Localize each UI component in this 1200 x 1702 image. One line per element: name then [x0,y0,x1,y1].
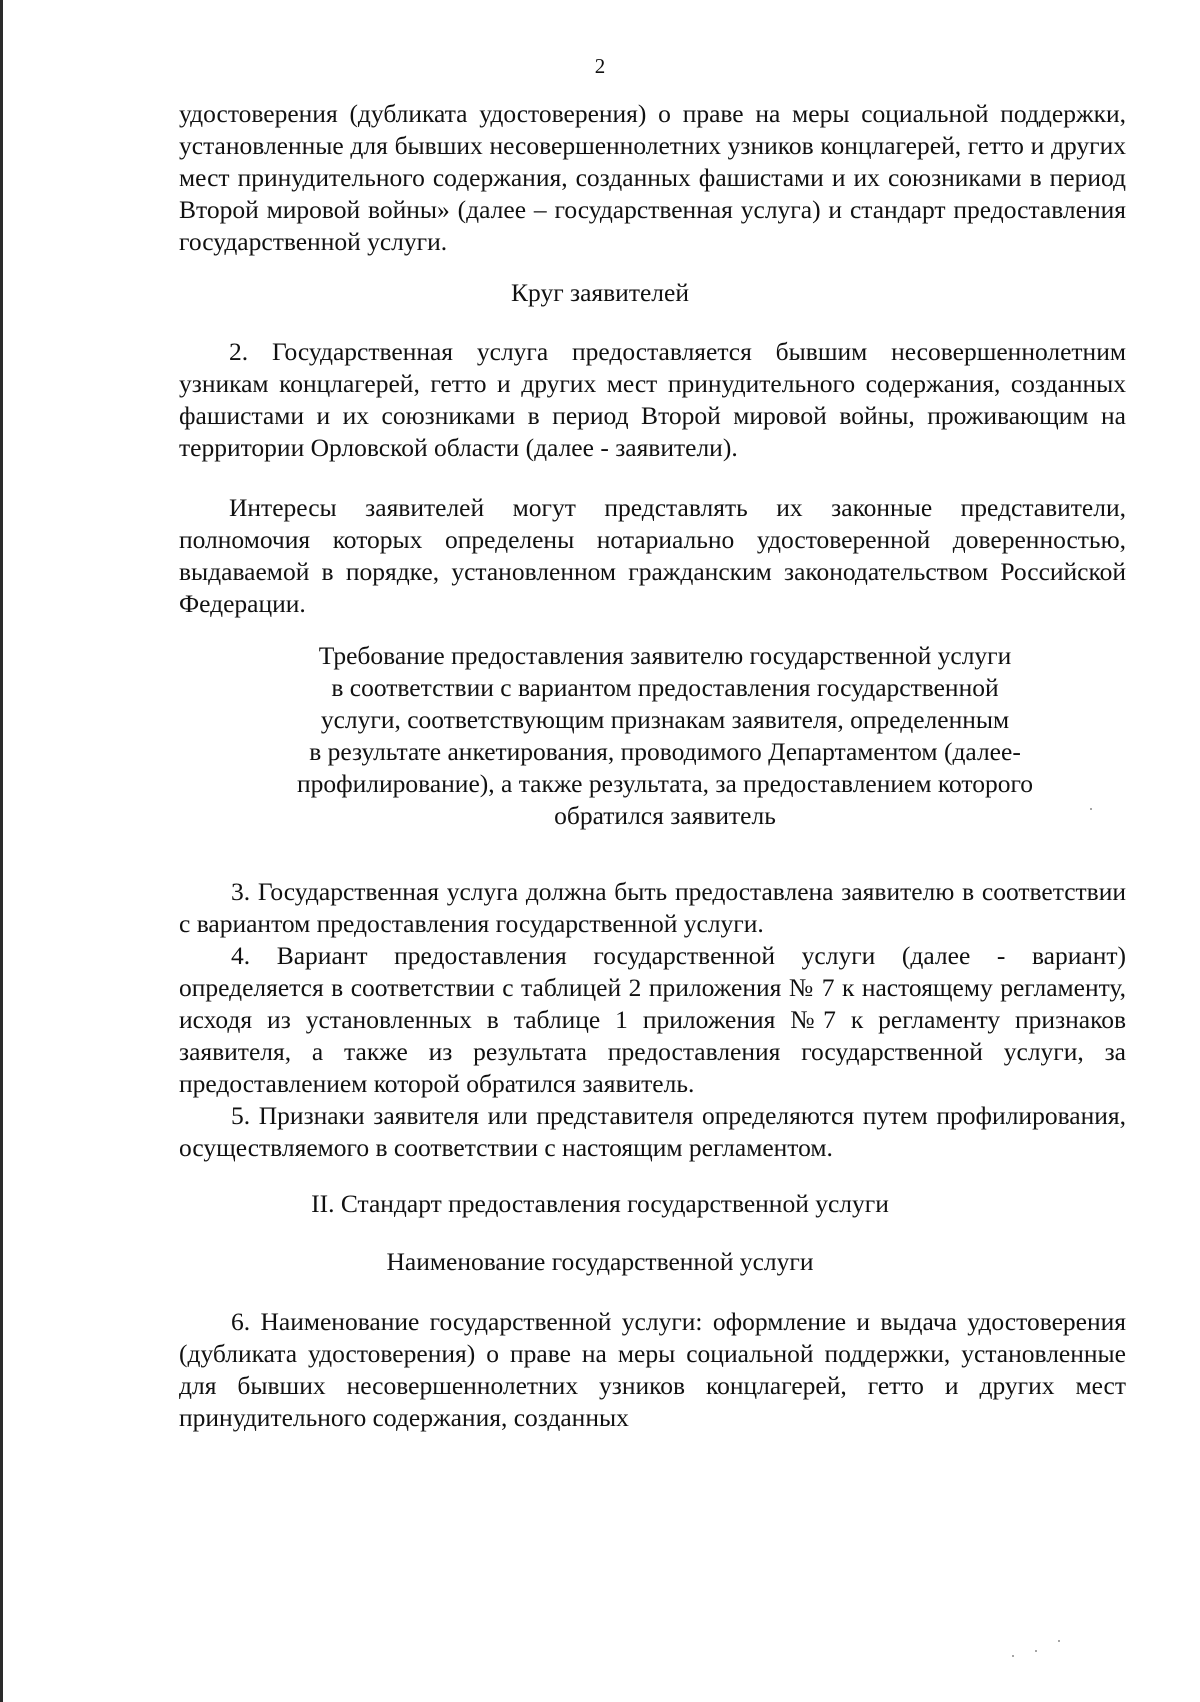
heading-requirement-line: профилирование), а также результата, за предоставлением которого [296,769,1034,798]
heading-circle-of-applicants: Круг заявителей [511,278,689,307]
paragraph-3: 3. Государственная услуга должна быть предоставлена заявителю в соответствии с вариантом предоставления государственной услуги. [179,877,1126,938]
scan-speck [1090,808,1092,810]
paragraph-2: 2. Государственная услуга предоставляется бывшим несовершеннолетним узникам концлагерей, гетто и других мест принудительного содержания, созданных фашистами и их союзниками в период Второй мировой войны, проживающим на территории Орловской области (далее - заявители). [179,337,1126,462]
paragraph-2-representatives: Интересы заявителей могут представлять их законные представители, полномочия которых определены нотариально удостоверенной доверенностью, выдаваемой в порядке, установленном гражданским законодательством Российской Федерации. [179,493,1126,618]
heading-requirement-line: услуги, соответствующим признакам заявителя, определенным [320,705,1010,734]
paragraph-intro-continuation: удостоверения (дубликата удостоверения) о праве на меры социальной поддержки, установленные для бывших несовершеннолетних узников концлагерей, гетто и других мест принудительного содержания, созданных фашистами и их союзниками в период Второй мировой войны» (далее – государственная услуга) и стандарт предоставления государственной услуги. [179,99,1126,256]
heading-requirement-line: Требование предоставления заявителю государственной услуги [318,641,1012,670]
page-number: 2 [594,54,606,78]
heading-requirement-line: в соответствии с вариантом предоставления государственной [331,673,999,702]
scan-left-edge [0,0,3,1702]
paragraph-5: 5. Признаки заявителя или представителя определяются путем профилирования, осуществляемого в соответствии с настоящим регламентом. [179,1101,1126,1162]
heading-requirement-line: обратился заявитель [554,801,776,830]
scan-speck [1058,1640,1060,1642]
paragraph-4: 4. Вариант предоставления государственной услуги (далее - вариант) определяется в соответствии с таблицей 2 приложения № 7 к настоящему регламенту, исходя из установленных в таблице 1 приложения №7 к регламенту признаков заявителя, а также из результата предоставления государственной услуги, за предоставлением которой обратился заявитель. [179,941,1126,1098]
heading-section-ii: II. Стандарт предоставления государственной услуги [311,1189,889,1218]
scan-speck [1012,1655,1014,1657]
scan-speck [1035,1650,1037,1652]
heading-requirement-line: в результате анкетирования, проводимого Департаментом (далее- [309,737,1021,766]
heading-requirement [240,640,1090,832]
paragraph-6: 6. Наименование государственной услуги: оформление и выдача удостоверения (дубликата удостоверения) о праве на меры социальной поддержки, установленные для бывших несовершеннолетних узников концлагерей, гетто и других мест принудительного содержания, созданных [179,1307,1126,1432]
heading-service-name: Наименование государственной услуги [386,1247,814,1276]
